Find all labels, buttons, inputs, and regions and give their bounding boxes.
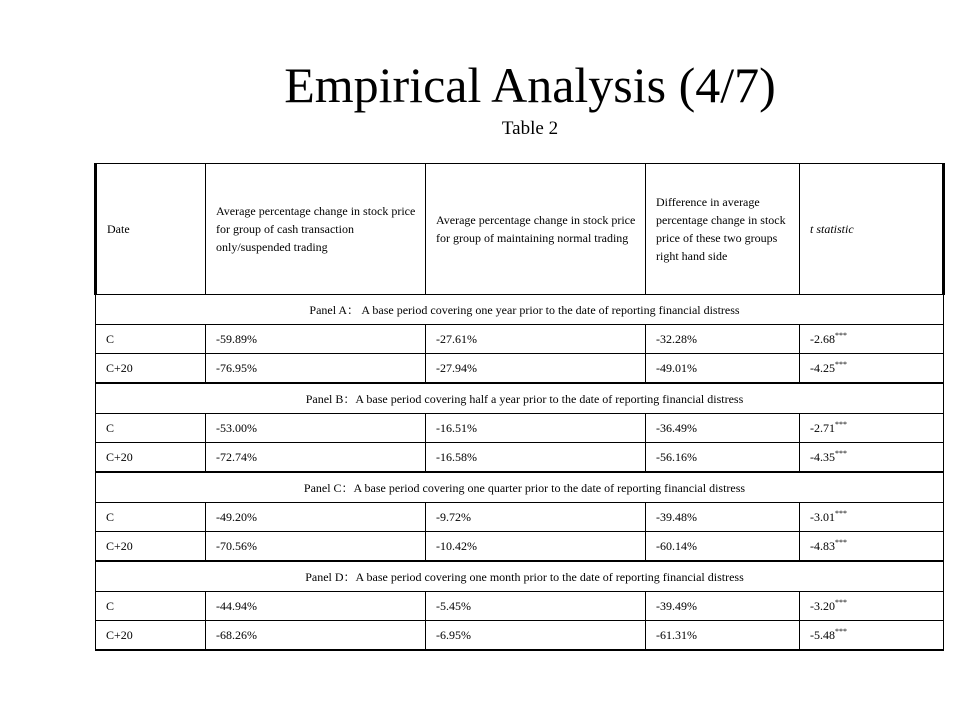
cell-t-statistic: [800, 503, 944, 532]
significance-marker: ***: [835, 359, 847, 369]
cell-t-statistic: [800, 354, 944, 384]
cell-date: C+20: [96, 532, 206, 562]
significance-marker: ***: [835, 597, 847, 607]
cell-date: C: [96, 503, 206, 532]
panel-title-row: [96, 295, 944, 325]
table-row: [96, 621, 944, 651]
cell-t-statistic: [800, 592, 944, 621]
t-statistic-value: -5.48: [810, 627, 835, 642]
header-difference: Difference in average percentage change in stock price of these two groups right hand side: [646, 164, 800, 295]
cell-t-statistic: [800, 621, 944, 651]
cell-t-statistic: [800, 443, 944, 473]
t-statistic-value: -2.68: [810, 331, 835, 346]
t-statistic-value: -3.01: [810, 509, 835, 524]
table-row: [96, 592, 944, 621]
cell-difference: -49.01%: [646, 354, 800, 384]
table-row: [96, 354, 944, 384]
cell-normal-group: -5.45%: [426, 592, 646, 621]
cell-t-statistic: [800, 325, 944, 354]
table-row: [96, 503, 944, 532]
cell-cash-group: -76.95%: [206, 354, 426, 384]
significance-marker: ***: [835, 419, 847, 429]
cell-cash-group: -53.00%: [206, 414, 426, 443]
cell-difference: -36.49%: [646, 414, 800, 443]
cell-difference: -61.31%: [646, 621, 800, 651]
t-statistic-value: -4.35: [810, 449, 835, 464]
cell-normal-group: -27.94%: [426, 354, 646, 384]
header-normal-group: Average percentage change in stock price for group of maintaining normal trading: [426, 164, 646, 295]
cell-date: C: [96, 325, 206, 354]
cell-difference: -39.49%: [646, 592, 800, 621]
cell-t-statistic: [800, 532, 944, 562]
panel-title: Panel C：A base period covering one quarter prior to the date of reporting financial distress: [96, 472, 944, 503]
cell-date: C: [96, 414, 206, 443]
cell-cash-group: -44.94%: [206, 592, 426, 621]
cell-normal-group: -16.51%: [426, 414, 646, 443]
header-t-statistic: t statistic: [800, 164, 944, 295]
cell-normal-group: -16.58%: [426, 443, 646, 473]
panel-title: Panel B：A base period covering half a year prior to the date of reporting financial distress: [96, 383, 944, 414]
cell-normal-group: -6.95%: [426, 621, 646, 651]
cell-normal-group: -9.72%: [426, 503, 646, 532]
cell-date: C+20: [96, 443, 206, 473]
cell-cash-group: -59.89%: [206, 325, 426, 354]
cell-difference: -60.14%: [646, 532, 800, 562]
cell-difference: -56.16%: [646, 443, 800, 473]
table-header-row: [96, 164, 944, 295]
significance-marker: ***: [835, 537, 847, 547]
cell-normal-group: -10.42%: [426, 532, 646, 562]
panel-title: Panel A： A base period covering one year prior to the date of reporting financial distress: [96, 295, 944, 325]
panel-title-row: [96, 383, 944, 414]
cell-difference: -39.48%: [646, 503, 800, 532]
cell-cash-group: -70.56%: [206, 532, 426, 562]
t-statistic-value: -2.71: [810, 420, 835, 435]
cell-cash-group: -49.20%: [206, 503, 426, 532]
panel-title-row: [96, 561, 944, 592]
cell-normal-group: -27.61%: [426, 325, 646, 354]
cell-date: C+20: [96, 621, 206, 651]
table-row: [96, 532, 944, 562]
significance-marker: ***: [835, 448, 847, 458]
table-row: [96, 443, 944, 473]
slide-title: Empirical Analysis (4/7): [284, 57, 776, 113]
table-row: [96, 325, 944, 354]
panel-title: Panel D：A base period covering one month prior to the date of reporting financial distress: [96, 561, 944, 592]
header-date: Date: [96, 164, 206, 295]
table-row: [96, 414, 944, 443]
significance-marker: ***: [835, 508, 847, 518]
cell-date: C+20: [96, 354, 206, 384]
significance-marker: ***: [835, 626, 847, 636]
t-statistic-value: -3.20: [810, 598, 835, 613]
t-statistic-value: -4.25: [810, 360, 835, 375]
t-statistic-value: -4.83: [810, 538, 835, 553]
significance-marker: ***: [835, 330, 847, 340]
panel-title-row: [96, 472, 944, 503]
results-table: [94, 163, 945, 651]
cell-date: C: [96, 592, 206, 621]
table-caption: Table 2: [501, 118, 559, 139]
cell-cash-group: -68.26%: [206, 621, 426, 651]
cell-t-statistic: [800, 414, 944, 443]
header-cash-group: Average percentage change in stock price for group of cash transaction only/suspended trading: [206, 164, 426, 295]
cell-cash-group: -72.74%: [206, 443, 426, 473]
cell-difference: -32.28%: [646, 325, 800, 354]
